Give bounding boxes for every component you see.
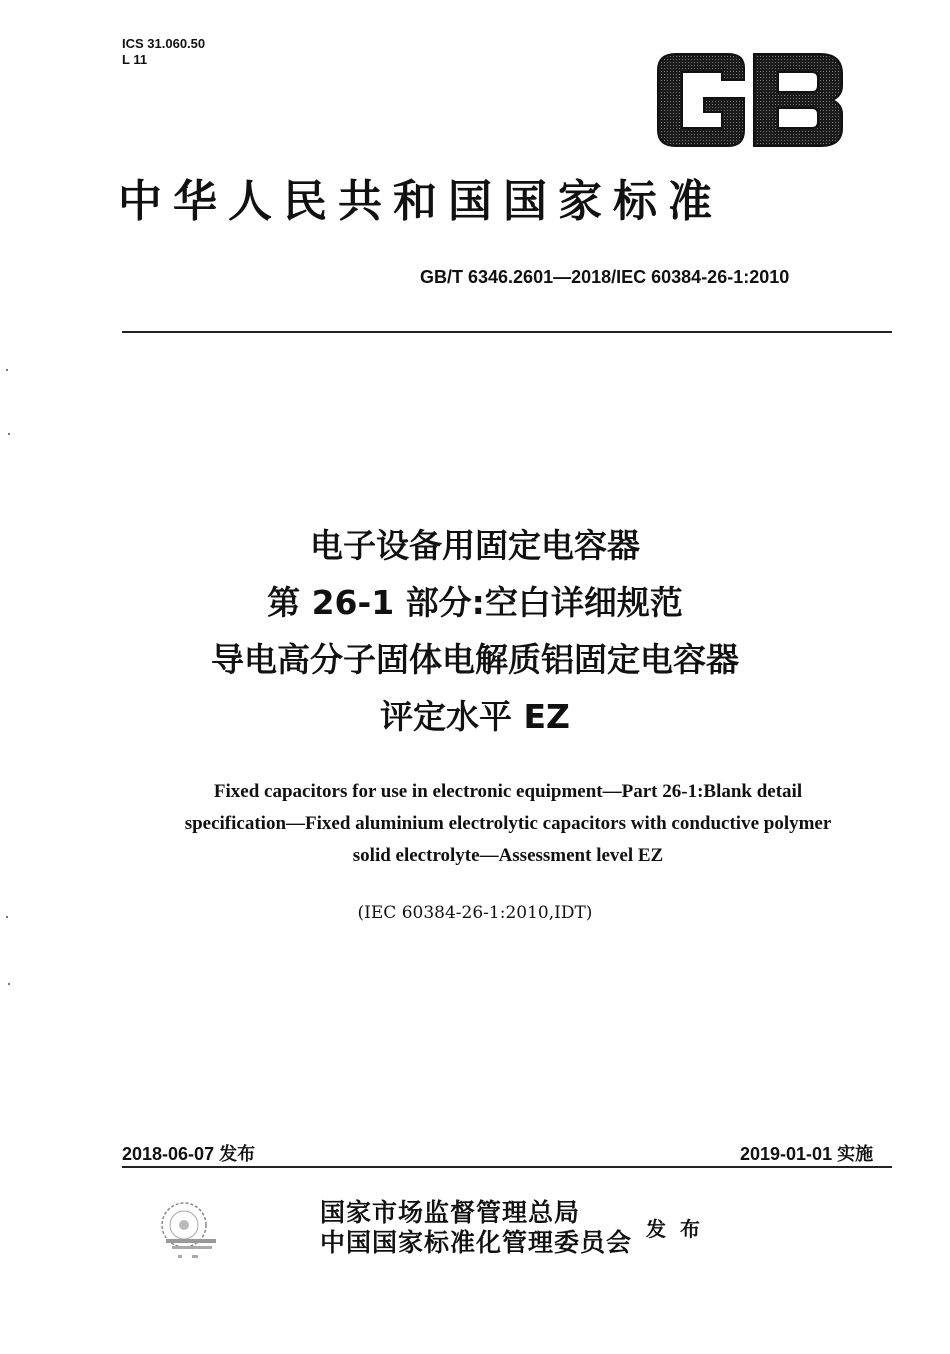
scan-speck <box>6 369 8 371</box>
ics-classification <box>122 36 205 68</box>
footer-divider <box>122 1166 892 1168</box>
title-chinese <box>0 517 950 745</box>
scan-speck <box>8 983 10 985</box>
anti-counterfeit-seal-icon <box>152 1195 228 1263</box>
class-code: L 11 <box>122 52 148 67</box>
header-divider <box>122 331 892 333</box>
equivalence-note: (IEC 60384-26-1:2010,IDT) <box>357 903 593 923</box>
gb-logo <box>652 50 848 150</box>
title-en-line-1: Fixed capacitors for use in electronic equipment—Part 26-1:Blank detail <box>213 781 803 802</box>
title-zh-line-3: 导电高分子固体电解质铝固定电容器 <box>211 640 739 679</box>
title-en-line-3: solid electrolyte—Assessment level EZ <box>352 845 664 866</box>
standard-code: GB/T 6346.2601—2018/IEC 60384-26-1:2010 <box>420 267 790 287</box>
issuer-sac: 中国国家标准化管理委员会 <box>320 1228 633 1257</box>
issue-date: 2018-06-07 发布 <box>122 1144 256 1164</box>
standard-name: 中华人民共和国国家标准 <box>118 176 723 227</box>
title-english <box>120 776 896 872</box>
ics-code: ICS 31.060.50 <box>122 36 206 51</box>
issuing-authorities <box>320 1198 632 1258</box>
effective-date: 2019-01-01 实施 <box>740 1144 874 1164</box>
scan-speck <box>6 916 8 918</box>
scan-speck <box>8 433 10 435</box>
title-zh-line-2: 第 26-1 部分:空白详细规范 <box>267 583 683 622</box>
title-zh-line-1: 电子设备用固定电容器 <box>310 526 640 565</box>
title-zh-line-4: 评定水平 EZ <box>380 697 570 736</box>
publish-label: 发布 <box>646 1217 714 1241</box>
issuer-samr: 国家市场监督管理总局 <box>320 1198 581 1227</box>
title-en-line-2: specification—Fixed aluminium electrolytic capacitors with conductive polymer <box>184 813 832 834</box>
